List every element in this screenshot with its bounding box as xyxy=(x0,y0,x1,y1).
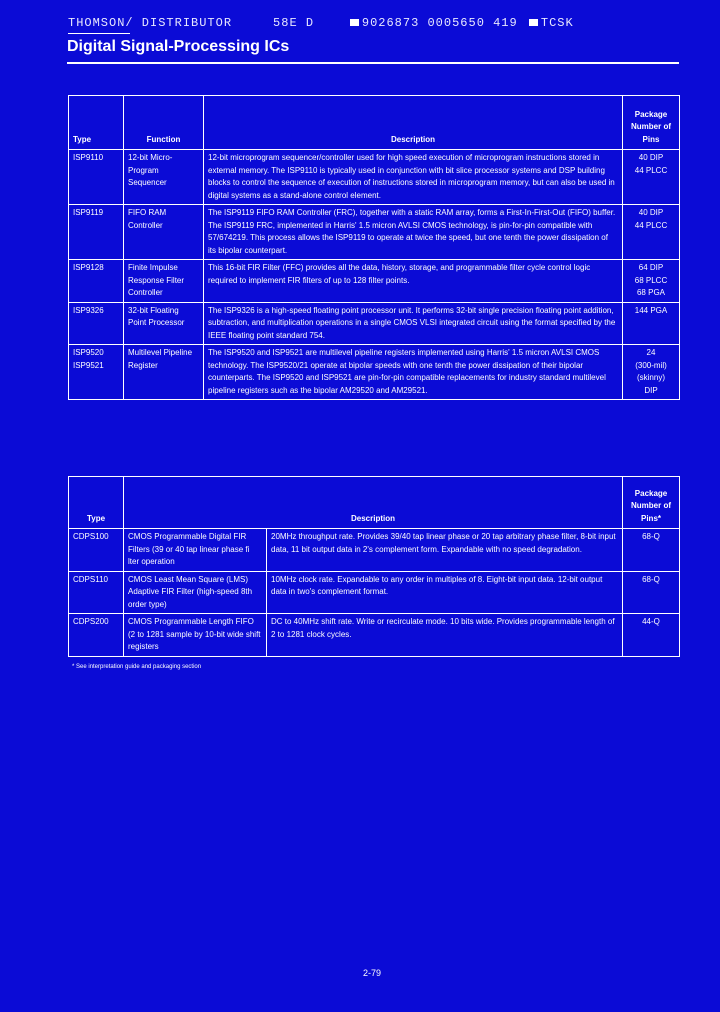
cell-function: 12-bit Micro-Program Sequencer xyxy=(124,150,204,205)
col-header-pins: Package Number of Pins xyxy=(623,96,680,150)
col-header-pins: Package Number of Pins* xyxy=(623,477,680,529)
cell-function: CMOS Programmable Length FIFO (2 to 1281 sample by 10-bit wide shift registers xyxy=(124,614,267,657)
col-header-description: Description xyxy=(124,477,623,529)
table-row xyxy=(69,260,680,303)
cell-pins: 64 DIP 68 PLCC 68 PGA xyxy=(623,260,680,303)
cell-pins: 40 DIP 44 PLCC xyxy=(623,205,680,260)
cell-function: CMOS Least Mean Square (LMS) Adaptive FIR Filter (high-speed 8th order type) xyxy=(124,571,267,614)
table-row xyxy=(69,205,680,260)
cell-description: This 16-bit FIR Filter (FFC) provides all the data, history, storage, and programmable filter cycle control logic required to implement FIR filters of up to 128 filter points. xyxy=(204,260,623,303)
col-header-function: Function xyxy=(124,96,204,150)
cell-description: The ISP9326 is a high-speed floating point processor unit. It performs 32-bit single precision floating point addition, subtraction, and multiplication operations in a single CMOS VLSI integrated circuit using the format specified by the IEEE floating point standard 754. xyxy=(204,302,623,345)
table-row xyxy=(69,529,680,572)
cell-pins: 68-Q xyxy=(623,529,680,572)
cell-description: 12-bit microprogram sequencer/controller used for high speed execution of microprogram instructions stored in external memory. The ISP9110 is typically used in conjunction with bit slice processor systems and DSP building blocks to control the sequence of execution of instructions stored in microprogram memory, but can also be used in digital systems as a stand-alone control element. xyxy=(204,150,623,205)
cell-type: ISP9326 xyxy=(69,302,124,345)
title-rule xyxy=(67,62,679,64)
header-code-3: TCSK xyxy=(540,16,574,30)
cell-description: 10MHz clock rate. Expandable to any order in multiples of 8. Eight-bit input data. 12-bit output data in two's complement format. xyxy=(267,571,623,614)
page-title: Digital Signal-Processing ICs xyxy=(67,38,290,55)
header-code-1: 58E D xyxy=(273,16,315,30)
cell-description: The ISP9119 FIFO RAM Controller (FRC), together with a static RAM array, forms a First-In-First-Out (FIFO) buffer. The ISP9119 FRC, implemented in Harris' 1.5 micron AVLSI CMOS technology, is pin-for-pin compatible with 57/674219. This process allows the ISP9119 to operate at twice the speed, but one tenth the power dissipation of its bipolar counterpart. xyxy=(204,205,623,260)
running-header-text: THOMSON/ DISTRIBUTOR xyxy=(68,16,233,30)
cell-description: DC to 40MHz shift rate. Write or recirculate mode. 10 bits wide. Provides programmable length of 2 to 1281 clock cycles. xyxy=(267,614,623,657)
cell-pins: 144 PGA xyxy=(623,302,680,345)
cell-type: ISP9110 xyxy=(69,150,124,205)
table-row xyxy=(69,302,680,345)
isp-products-table xyxy=(68,95,680,400)
cell-function: 32-bit Floating Point Processor xyxy=(124,302,204,345)
cell-type: CDPS100 xyxy=(69,529,124,572)
header-square-mark-2 xyxy=(529,19,538,26)
header-square-mark xyxy=(350,19,359,26)
col-header-type: Type xyxy=(69,96,124,150)
cell-function: Multilevel Pipeline Register xyxy=(124,345,204,400)
cell-pins: 24 (300-mil) (skinny) DIP xyxy=(623,345,680,400)
cell-pins: 44-Q xyxy=(623,614,680,657)
table-row xyxy=(69,571,680,614)
col-header-description: Description xyxy=(204,96,623,150)
table-row xyxy=(69,345,680,400)
cell-type: CDPS200 xyxy=(69,614,124,657)
cell-description: The ISP9520 and ISP9521 are multilevel pipeline registers implemented using Harris' 1.5 micron AVLSI CMOS technology. The ISP9520/21 operate at bipolar speeds with one tenth the power dissipation of their bipolar counterparts. The ISP9520 and ISP9521 are pin-for-pin compatible replacements for industry standard multilevel pipeline registers such as the bipolar AM29520 and AM29521. xyxy=(204,345,623,400)
cell-type: ISP9119 xyxy=(69,205,124,260)
header-code-2: 9026873 0005650 419 xyxy=(361,16,518,30)
cell-type: ISP9520 ISP9521 xyxy=(69,345,124,400)
cell-type: CDPS110 xyxy=(69,571,124,614)
cell-description: 20MHz throughput rate. Provides 39/40 tap linear phase or 20 tap arbitrary phase filter, 8-bit input data, 11 bit output data in 2's complement form. Expandable with no speed degradation. xyxy=(267,529,623,572)
table-row xyxy=(69,614,680,657)
cell-pins: 40 DIP 44 PLCC xyxy=(623,150,680,205)
cdps-products-table xyxy=(68,476,680,657)
cell-type: ISP9128 xyxy=(69,260,124,303)
cell-pins: 68-Q xyxy=(623,571,680,614)
footnote: * See interpretation guide and packaging section xyxy=(72,664,202,670)
cell-function: Finite Impulse Response Filter Controller xyxy=(124,260,204,303)
running-header xyxy=(68,16,678,30)
header-rule xyxy=(68,33,130,34)
cell-function: FIFO RAM Controller xyxy=(124,205,204,260)
table-row xyxy=(69,150,680,205)
col-header-type: Type xyxy=(69,477,124,529)
page-number: 2-79 xyxy=(363,968,382,978)
cell-function: CMOS Programmable Digital FIR Filters (39 or 40 tap linear phase fi lter operation xyxy=(124,529,267,572)
